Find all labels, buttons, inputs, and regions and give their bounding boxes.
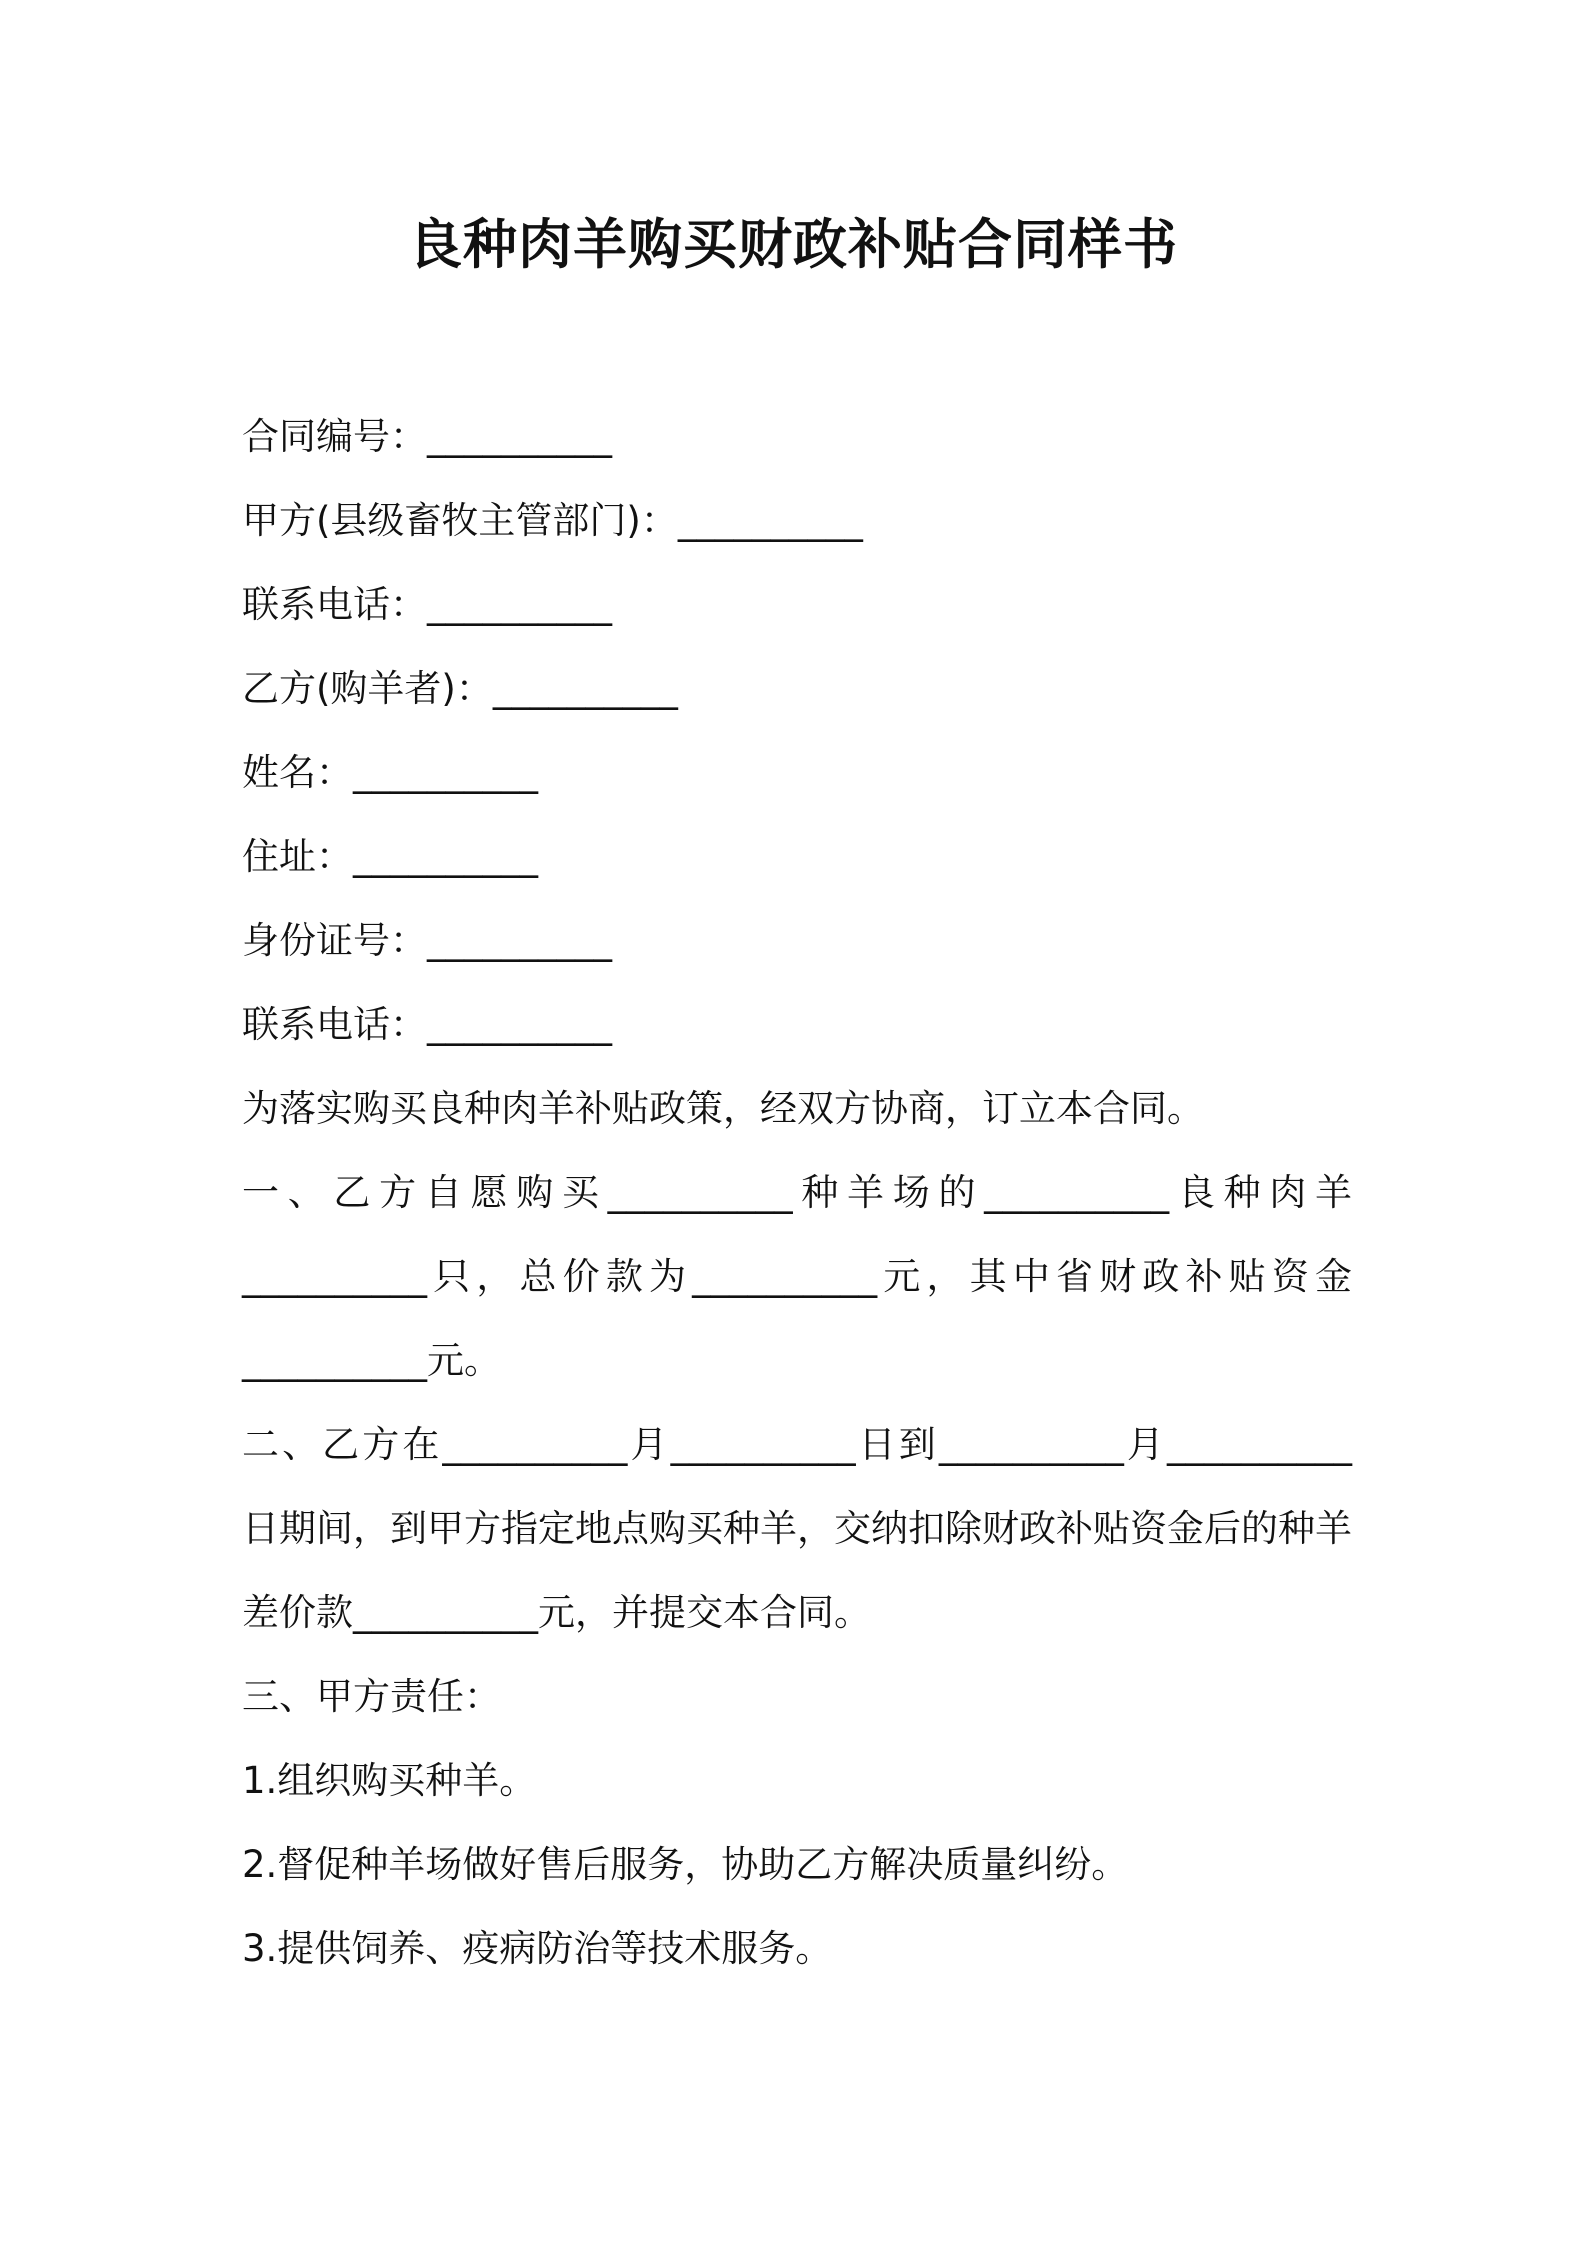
field-name: 姓名：__________ bbox=[242, 751, 538, 794]
intro-paragraph: 为落实购买良种肉羊补贴政策，经双方协商，订立本合同。 bbox=[242, 1087, 1204, 1130]
clause3-item-3: 3.提供饲养、疫病防治等技术服务。 bbox=[242, 1927, 833, 1970]
clause3-item-2: 2.督促种羊场做好售后服务，协助乙方解决质量纠纷。 bbox=[242, 1843, 1129, 1886]
clause3-item-1: 1.组织购买种羊。 bbox=[242, 1759, 537, 1802]
field-party-a-phone: 联系电话：__________ bbox=[242, 583, 612, 626]
clause2-line1: 二、乙方在__________月__________日到__________月__________ bbox=[242, 1423, 1352, 1466]
field-party-b-phone: 联系电话：__________ bbox=[242, 1003, 612, 1046]
field-address: 住址：__________ bbox=[242, 835, 538, 878]
clause1-line3: __________元。 bbox=[242, 1339, 501, 1382]
clause2-line3: 差价款__________元，并提交本合同。 bbox=[242, 1591, 871, 1634]
clause2-line2: 日期间，到甲方指定地点购买种羊，交纳扣除财政补贴资金后的种羊 bbox=[242, 1507, 1352, 1550]
clause1-line1: 一、乙方自愿购买__________种羊场的__________良种肉羊 bbox=[242, 1171, 1352, 1214]
clause1-line2: __________只，总价款为__________元，其中省财政补贴资金 bbox=[242, 1255, 1352, 1298]
clause3-heading: 三、甲方责任： bbox=[242, 1675, 501, 1718]
field-contract-number: 合同编号：__________ bbox=[242, 415, 612, 458]
field-id-number: 身份证号：__________ bbox=[242, 919, 612, 962]
document-title: 良种肉羊购买财政补贴合同样书 bbox=[408, 213, 1178, 276]
field-party-a: 甲方(县级畜牧主管部门)：__________ bbox=[242, 499, 863, 542]
field-party-b: 乙方(购羊者)：__________ bbox=[242, 667, 678, 710]
